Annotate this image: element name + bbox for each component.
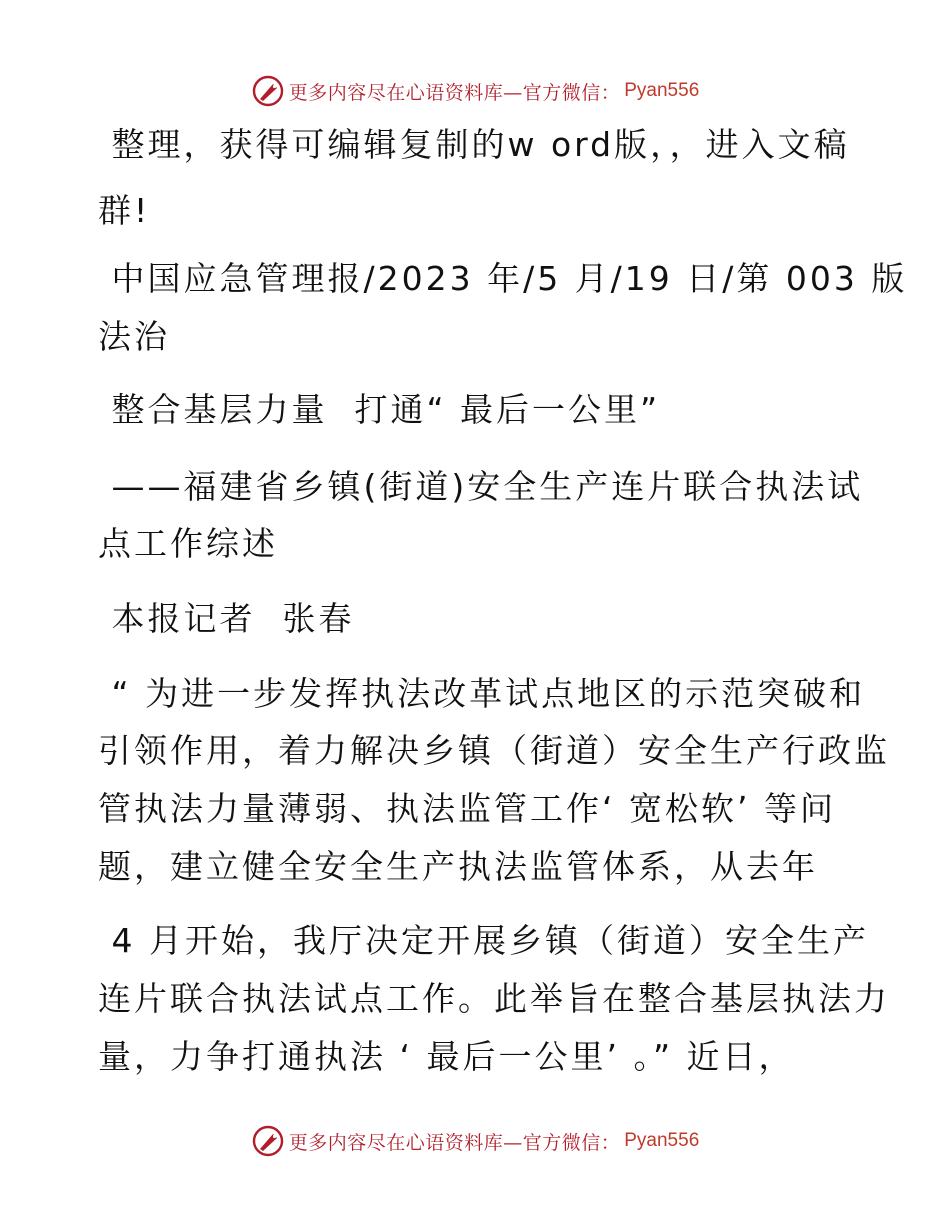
watermark-text: 更多内容尽在心语资料库—官方微信： [288,81,621,104]
article-subtitle: ——福建省乡镇(街道)安全生产连片联合执法试 [98,467,864,506]
text-line: 群! [98,191,151,230]
text-line: 连片联合执法试点工作。此举旨在整合基层执法力 [98,979,890,1018]
watermark-footer [0,1121,950,1161]
article-title: 整合基层力量 打通“ 最后一公里” [98,390,661,429]
text-line: 中国应急管理报/2023 年/5 月/19 日/第 003 版 [98,259,908,298]
text-line: 引领作用，着力解决乡镇（街道）安全生产行政监 [98,731,890,770]
text-line: 法治 [98,317,170,356]
pen-nib-logo-icon [251,1124,285,1158]
text-line: 整理，获得可编辑复制的w ord版，，进入文稿 [98,125,850,164]
text-line: 4 月开始，我厅决定开展乡镇（街道）安全生产 [98,921,869,960]
byline: 本报记者 张春 [98,599,355,638]
article-subtitle: 点工作综述 [98,524,278,563]
text-line: “ 为进一步发挥执法改革试点地区的示范突破和 [98,674,866,713]
watermark-header [0,71,950,111]
text-line: 管执法力量薄弱、执法监管工作‘ 宽松软’ 等问 [98,789,836,828]
watermark-wechat-id: Pyan556 [624,80,700,101]
text-line: 题，建立健全安全生产执法监管体系，从去年 [98,847,818,886]
text-line: 量，力争打通执法 ‘ 最后一公里’ 。” 近日， [98,1037,795,1076]
pen-nib-logo-icon [251,74,285,108]
watermark-text: 更多内容尽在心语资料库—官方微信： [288,1131,621,1154]
watermark-wechat-id: Pyan556 [624,1130,700,1151]
